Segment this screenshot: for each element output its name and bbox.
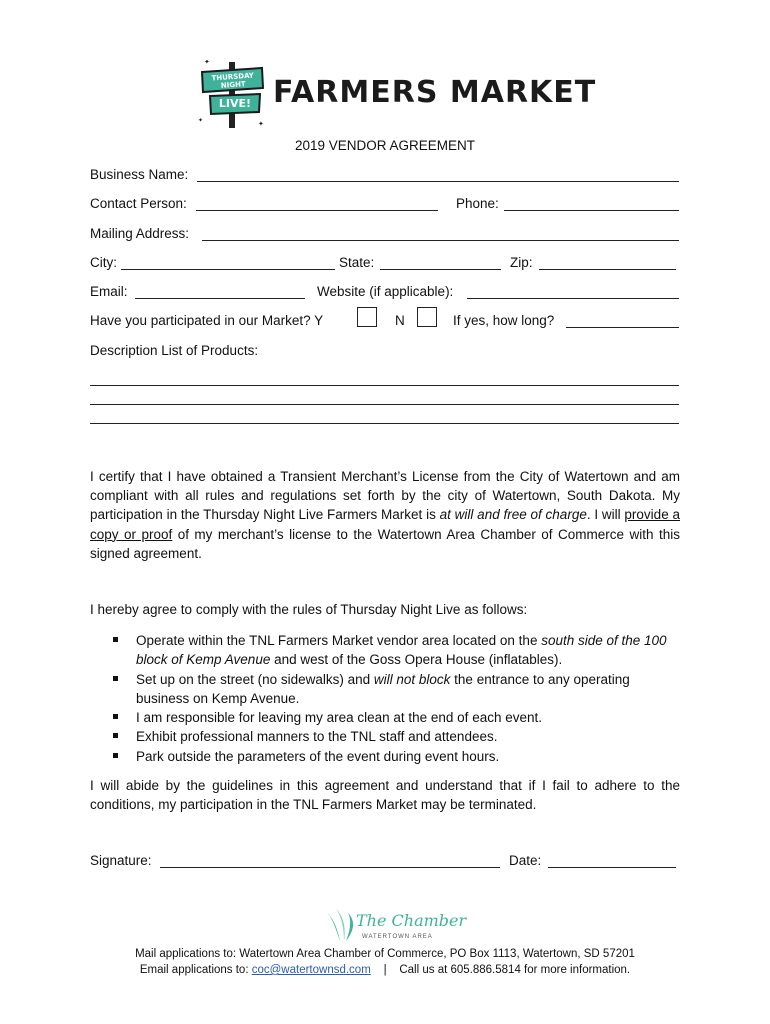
email-field[interactable] bbox=[135, 298, 305, 299]
certify-part2: . I will bbox=[586, 507, 625, 523]
rules-list bbox=[110, 631, 685, 766]
phone-field[interactable] bbox=[504, 210, 679, 211]
logo-sign-bottom: LIVE! bbox=[218, 97, 252, 110]
rule-item bbox=[110, 708, 685, 727]
email-link[interactable]: coc@watertownsd.com bbox=[251, 964, 371, 976]
rule2-a: Set up on the street (no sidewalks) and bbox=[136, 671, 374, 687]
rule1-b: and west of the Goss Opera House (inflatables). bbox=[270, 652, 563, 668]
rule5: Park outside the parameters of the event during event hours. bbox=[136, 748, 500, 764]
closing-paragraph: I will abide by the guidelines in this agreement and understand that if I fail to adhere to the conditions, my participation in the TNL Farmers Market may be terminated. bbox=[90, 778, 680, 813]
description-line-1[interactable] bbox=[90, 385, 679, 386]
rule2-italic: will not block bbox=[373, 671, 451, 687]
certify-part1: I certify that I have obtained a Transient Merchant’s License from the City of Watertown and am compliant with all rules and regulations set forth by the city of Watertown, South Dakota. My participation in the Thursday Night Live Farmers Market is bbox=[90, 469, 680, 523]
logo-sign-top: THURSDAY NIGHT bbox=[211, 71, 255, 90]
chamber-name: The Chamber bbox=[356, 911, 467, 930]
description-line-3[interactable] bbox=[90, 423, 679, 424]
rule4: Exhibit professional manners to the TNL staff and attendees. bbox=[136, 729, 498, 745]
state-field[interactable] bbox=[380, 269, 501, 270]
contact-person-field[interactable] bbox=[196, 210, 438, 211]
mailing-address-field[interactable] bbox=[202, 240, 679, 241]
certify-italic: at will and free of charge bbox=[439, 507, 587, 523]
signature-field[interactable] bbox=[160, 867, 500, 868]
email-prefix: Email applications to: bbox=[139, 964, 252, 976]
business-name-label: Business Name: bbox=[90, 167, 189, 182]
rule1-a: Operate within the TNL Farmers Market vendor area located on the bbox=[136, 633, 542, 648]
participated-label: Have you participated in our Market? Y bbox=[90, 313, 324, 328]
state-label: State: bbox=[339, 255, 375, 270]
email-label: Email: bbox=[90, 284, 128, 299]
rule-item bbox=[110, 631, 685, 670]
description-line-2[interactable] bbox=[90, 404, 679, 405]
footer-email-line bbox=[0, 964, 770, 976]
call-line: Call us at 605.886.5814 for more information. bbox=[399, 964, 631, 976]
no-checkbox[interactable] bbox=[417, 307, 437, 327]
business-name-field[interactable] bbox=[197, 181, 679, 182]
tnl-logo bbox=[196, 60, 268, 130]
rule1-italic: south side of the 100 block of Kemp Avenue bbox=[136, 633, 667, 668]
certify-part3: of my merchant’s license to the Watertown Area Chamber of Commerce with this signed agreement. bbox=[90, 526, 680, 561]
rule2-b: the entrance to any operating business on Kemp Avenue. bbox=[136, 671, 630, 706]
rule-item bbox=[110, 670, 685, 709]
doc-title: 2019 VENDOR AGREEMENT bbox=[294, 138, 476, 153]
how-long-label: If yes, how long? bbox=[453, 313, 555, 328]
date-field[interactable] bbox=[548, 867, 676, 868]
chamber-logo bbox=[322, 907, 467, 947]
svg-text:✦: ✦ bbox=[258, 121, 264, 128]
city-field[interactable] bbox=[121, 269, 335, 270]
footer-mail-line: Mail applications to: Watertown Area Chamber of Commerce, PO Box 1113, Watertown, SD 57201 bbox=[135, 948, 635, 960]
date-label: Date: bbox=[509, 853, 542, 868]
rules-intro: I hereby agree to comply with the rules of Thursday Night Live as follows: bbox=[90, 602, 528, 617]
zip-field[interactable] bbox=[539, 269, 676, 270]
chamber-sub: WATERTOWN AREA bbox=[362, 934, 433, 940]
yes-checkbox[interactable] bbox=[357, 307, 377, 327]
description-label: Description List of Products: bbox=[90, 343, 259, 358]
signature-label: Signature: bbox=[90, 853, 152, 868]
city-label: City: bbox=[90, 255, 117, 270]
certify-underlined: provide a copy or proof bbox=[90, 507, 680, 542]
no-label: N bbox=[395, 313, 405, 328]
mailing-address-label: Mailing Address: bbox=[90, 226, 190, 241]
zip-label: Zip: bbox=[510, 255, 533, 270]
contact-person-label: Contact Person: bbox=[90, 196, 187, 211]
rule-item bbox=[110, 727, 685, 746]
rule-item bbox=[110, 747, 685, 766]
svg-text:✦: ✦ bbox=[198, 118, 204, 124]
svg-text:✦: ✦ bbox=[204, 60, 210, 66]
brand-title: FARMERS MARKET bbox=[273, 75, 597, 110]
how-long-field[interactable] bbox=[566, 327, 679, 328]
rule3: I am responsible for leaving my area clean at the end of each event. bbox=[136, 710, 542, 726]
certify-paragraph bbox=[90, 467, 680, 563]
website-label: Website (if applicable): bbox=[317, 284, 454, 299]
phone-label: Phone: bbox=[456, 196, 499, 211]
website-field[interactable] bbox=[467, 298, 679, 299]
footer-separator: | bbox=[383, 964, 387, 976]
